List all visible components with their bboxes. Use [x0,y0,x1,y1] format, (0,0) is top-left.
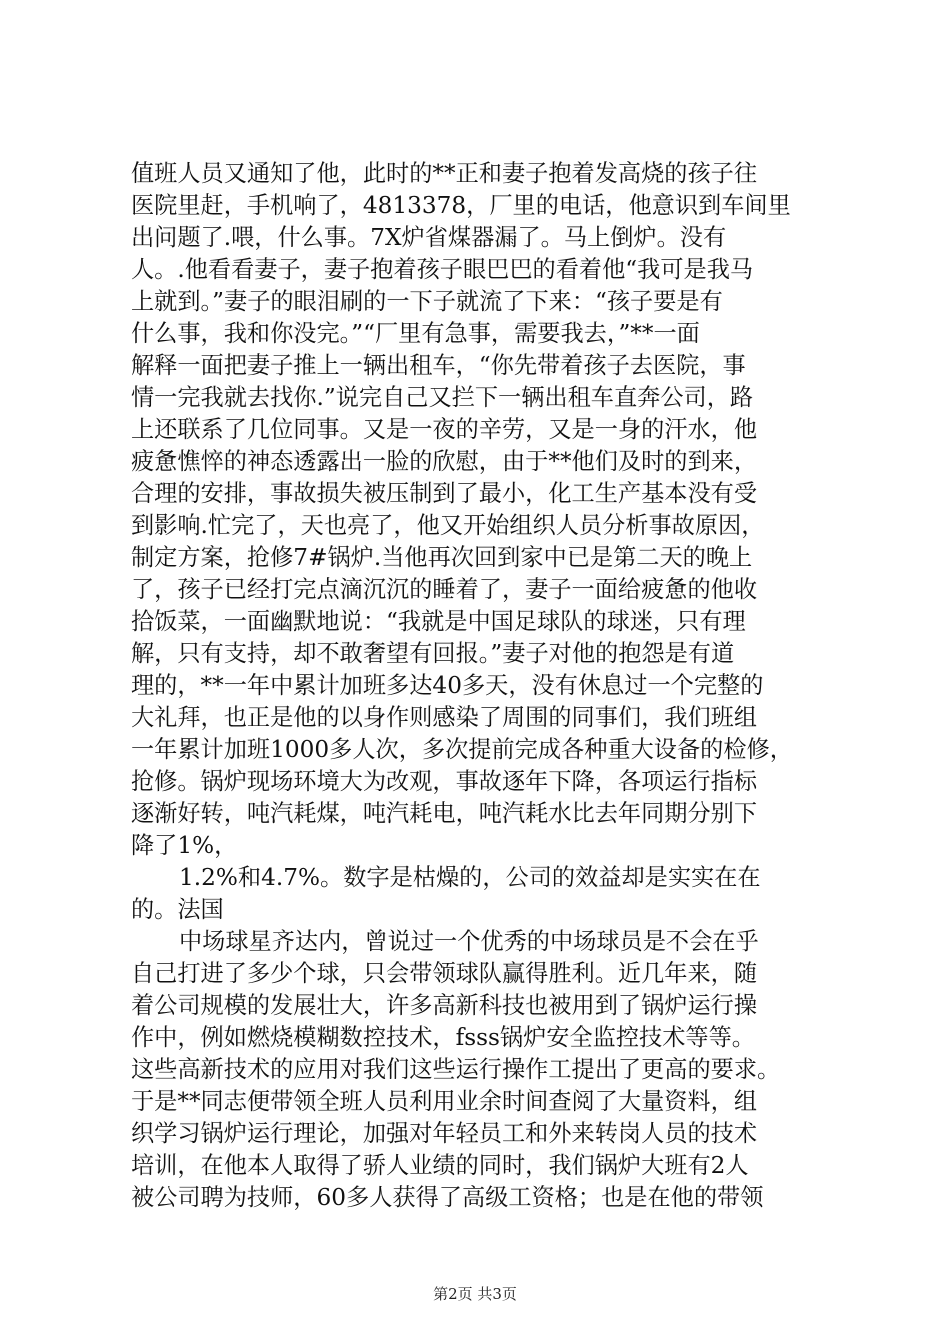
text-line: 情一完我就去找你.”说完自己又拦下一辆出租车直奔公司，路 [131,384,754,411]
text-line: 抢修。锅炉现场环境大为改观，事故逐年下降，各项运行指标 [131,768,758,795]
text-line: 着公司规模的发展壮大，许多高新科技也被用到了锅炉运行操 [131,992,758,1019]
text-line: 值班人员又通知了他，此时的**正和妻子抱着发高烧的孩子往 [131,160,758,187]
text-line: 医院里赶，手机响了，4813378，厂里的电话，他意识到车间里 [131,192,791,219]
text-line: 疲惫憔悴的神态透露出一脸的欣慰，由于**他们及时的到来， [131,448,758,475]
text-line: 合理的安排，事故损失被压制到了最小，化工生产基本没有受 [131,480,758,507]
text-line: 培训，在他本人取得了骄人业绩的同时，我们锅炉大班有2人 [131,1152,749,1179]
text-line: 大礼拜，也正是他的以身作则感染了周围的同事们，我们班组 [131,704,758,731]
text-line: 作中，例如燃烧模糊数控技术，fsss锅炉安全监控技术等等。 [131,1024,755,1051]
text-line: 上还联系了几位同事。又是一夜的辛劳，又是一身的汗水，他 [131,416,758,443]
text-line: 解，只有支持，却不敢奢望有回报。”妻子对他的抱怨是有道 [131,640,735,667]
page-number-footer: 第2页 共3页 [433,1285,517,1303]
text-line: 制定方案，抢修7#锅炉.当他再次回到家中已是第二天的晚上 [131,544,753,571]
text-line: 解释一面把妻子推上一辆出租车，“你先带着孩子去医院，事 [131,352,746,379]
text-line: 出问题了.喂，什么事。7X炉省煤器漏了。马上倒炉。没有 [131,224,727,251]
paragraph-start-line: 1.2%和4.7%。数字是枯燥的，公司的效益却是实实在在 [179,864,761,891]
text-line: 什么事，我和你没完。”“厂里有急事，需要我去，”**一面 [131,320,700,347]
text-line: 上就到。”妻子的眼泪刷的一下子就流了下来：“孩子要是有 [131,288,723,315]
text-line: 这些高新技术的应用对我们这些运行操作工提出了更高的要求。 [131,1056,781,1083]
text-line: 自己打进了多少个球，只会带领球队赢得胜利。近几年来，随 [131,960,758,987]
text-line: 织学习锅炉运行理论，加强对年轻员工和外来转岗人员的技术 [131,1120,758,1147]
text-line: 理的，**一年中累计加班多达40多天，没有休息过一个完整的 [131,672,764,699]
text-line: 的。法国 [131,896,224,923]
text-line: 降了1%， [131,832,238,859]
text-line: 被公司聘为技师，60多人获得了高级工资格；也是在他的带领 [131,1184,764,1211]
text-line: 了，孩子已经打完点滴沉沉的睡着了，妻子一面给疲惫的他收 [131,576,758,603]
text-line: 逐渐好转，吨汽耗煤，吨汽耗电，吨汽耗水比去年同期分别下 [131,800,758,827]
text-line: 一年累计加班1000多人次，多次提前完成各种重大设备的检修， [131,736,793,763]
text-line: 于是**同志便带领全班人员利用业余时间查阅了大量资料，组 [131,1088,758,1115]
paragraph-start-line: 中场球星齐达内，曾说过一个优秀的中场球员是不会在乎 [179,928,759,955]
text-line: 拾饭菜，一面幽默地说：“我就是中国足球队的球迷，只有理 [131,608,746,635]
text-line: 到影响.忙完了，天也亮了，他又开始组织人员分析事故原因， [131,512,765,539]
text-line: 人。.他看看妻子，妻子抱着孩子眼巴巴的看着他“我可是我马 [131,256,754,283]
body-text [131,158,843,1214]
